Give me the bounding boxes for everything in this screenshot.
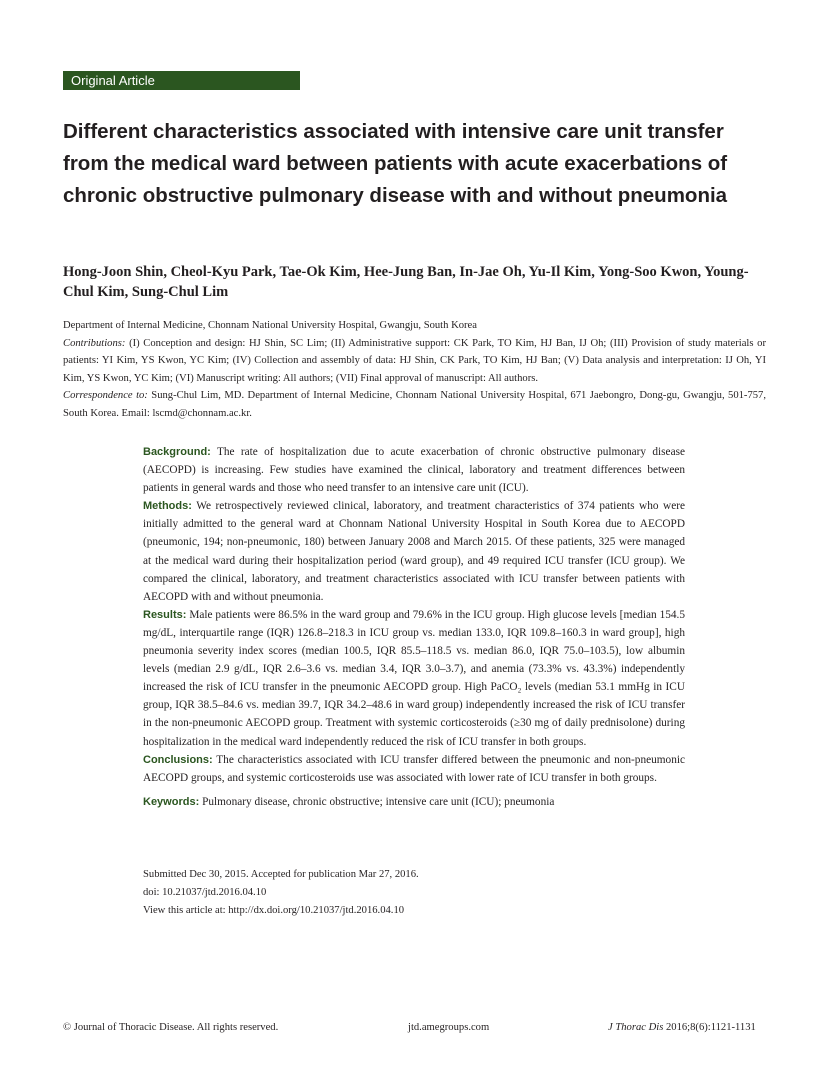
article-link[interactable]: View this article at: http://dx.doi.org/10.21037/jtd.2016.04.10: [143, 905, 405, 916]
author-list: Hong-Joon Shin, Cheol-Kyu Park, Tae-Ok Kim, Hee-Jung Ban, In-Jae Oh, Yu-Il Kim, Yong-Soo Kwon, Young-Chul Kim, Sung-Chul Lim: [63, 264, 749, 300]
results-text: Male patients were 86.5% in the ward group and 79.6% in the ICU group. High glucose levels [median 154.5 mg/dL, interquartile range (IQR) 126.8–218.3 in ICU group vs. median 133.0, IQR 109.8–160.3 in ward group], high pneumonia severity index scores (median 100.5, IQR 85.5–118.5 vs. median 86.0, IQR 75.0–103.5), low albumin levels (median 2.9 g/dL, IQR 2.6–3.6 vs. median 3.4, IQR 3.0–3.7), and anemia (73.3% vs. 43.3%) independently increased the risk of ICU transfer in the pneumonic AECOPD group. High PaCO₂ levels (median 53.1 mmHg in ICU group, IQR 38.5–84.6 vs. median 39.7, IQR 34.2–48.6 in ward group) independently increased the risk of ICU transfer in the non-pneumonic AECOPD group. Treatment with systemic corticosteroids (≥30 mg of daily prednisolone) during hospitalization in the medical ward independently reduced the risk of ICU transfer in both groups.: [143, 608, 686, 748]
footer-citation: [608, 1022, 756, 1033]
submission-dates: Submitted Dec 30, 2015. Accepted for publication Mar 27, 2016.: [143, 869, 419, 880]
journal-abbrev: J Thorac Dis: [608, 1022, 664, 1033]
citation-text: 2016;8(6):1121-1131: [665, 1022, 756, 1033]
contributions-label: Contributions:: [63, 337, 126, 349]
contributions: [63, 335, 766, 388]
keywords-label: Keywords:: [143, 795, 200, 808]
affiliation: Department of Internal Medicine, Chonnam National University Hospital, Gwangju, South Korea: [63, 320, 477, 331]
abstract-methods: [143, 497, 685, 606]
doi: doi: 10.21037/jtd.2016.04.10: [143, 887, 267, 898]
keywords-text: Pulmonary disease, chronic obstructive; intensive care unit (ICU); pneumonia: [202, 795, 555, 808]
correspondence-text: Sung-Chul Lim, MD. Department of Internal Medicine, Chonnam National University Hospital, 671 Jaebongro, Dong-gu, Gwangju, 501-757, South Korea. Email: lscmd@chonnam.ac.kr.: [63, 390, 767, 419]
article-title: Different characteristics associated with intensive care unit transfer from the medical ward between patients with acute exacerbations of chronic obstructive pulmonary disease with and without pneumonia: [63, 120, 728, 207]
conclusions-text: The characteristics associated with ICU transfer differed between the pneumonic and non-pneumonic AECOPD groups, and systemic corticosteroids use was associated with lower rate of ICU transfer in both groups.: [143, 753, 685, 784]
abstract-results: [143, 606, 685, 751]
results-label: Results:: [143, 608, 187, 621]
footer-site-link[interactable]: jtd.amegroups.com: [408, 1022, 490, 1033]
methods-text: We retrospectively reviewed clinical, laboratory, and treatment characteristics of 374 patients who were initially admitted to the general ward at Chonnam National University Hospital in South Korea due to AECOPD (pneumonic, 194; non-pneumonic, 180) between January 2008 and March 2015. Of these patients, 325 were managed at the medical ward during their hospitalization period (ward group), and 49 required ICU transfer (ICU group). We compared the clinical, laboratory, and treatment characteristics associated with ICU transfer between patients with AECOPD with and without pneumonia.: [143, 500, 685, 603]
correspondence-label: Correspondence to:: [63, 390, 148, 402]
background-text: The rate of hospitalization due to acute exacerbation of chronic obstructive pulmonary disease (AECOPD) is increasing. Few studies have examined the clinical, laboratory and treatment differences between patients in general wards and those who need transfer to an intensive care unit (ICU).: [143, 446, 685, 495]
keywords: [143, 793, 685, 811]
abstract-conclusions: [143, 751, 685, 787]
methods-label: Methods:: [143, 500, 192, 513]
footer-copyright: © Journal of Thoracic Disease. All rights reserved.: [63, 1022, 279, 1033]
correspondence: [63, 387, 766, 422]
contributions-text: (I) Conception and design: HJ Shin, SC Lim; (II) Administrative support: CK Park, TO Kim, HJ Ban, IJ Oh; (III) Provision of study materials or patients: YI Kim, YS Kwon, YC Kim; (IV) Collection and assembly of data: HJ Shin, CK Park, TO Kim, HJ Ban; (V) Data analysis and interpretation: IJ Oh, YI Kim, YS Kwon, YC Kim; (VI) Manuscript writing: All authors; (VII) Final approval of manuscript: All authors.: [63, 337, 766, 384]
publication-info: [143, 866, 419, 920]
abstract-background: [143, 443, 685, 497]
article-type-badge: Original Article: [63, 71, 300, 90]
affiliation-block: [63, 317, 766, 423]
conclusions-label: Conclusions:: [143, 753, 213, 766]
abstract: [143, 443, 685, 811]
background-label: Background:: [143, 446, 211, 458]
